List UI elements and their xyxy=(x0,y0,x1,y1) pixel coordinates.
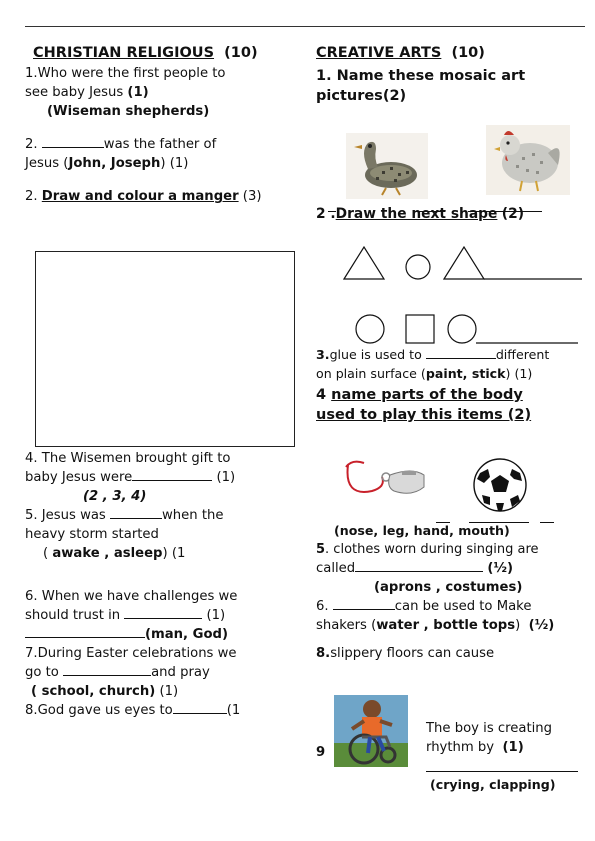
shape-pattern-row-2 xyxy=(352,313,582,347)
cre-q5-line1: 5. Jesus was when the xyxy=(25,508,224,523)
cre-q3: 2. Draw and colour a manger (3) xyxy=(25,189,262,204)
cre-q6-options-line: (man, God) xyxy=(25,625,300,644)
boy-wheelchair-image xyxy=(334,695,408,767)
ca-q2: 2 .Draw the next shape (2) xyxy=(316,206,525,222)
cre-q4-line2: baby Jesus were (1) xyxy=(25,470,236,485)
manger-drawing-box[interactable] xyxy=(35,251,295,447)
ca-q6-line1: 6. can be used to Make xyxy=(316,599,532,614)
mosaic-duck-image xyxy=(346,133,428,199)
ca-q4-line2: used to play this items (2) xyxy=(316,407,532,423)
ca-q4-line1: 4 name parts of the body xyxy=(316,387,523,403)
football-image xyxy=(472,457,528,513)
cre-q4-options: (2 , 3, 4) xyxy=(83,489,147,504)
cre-q8: 8.God gave us eyes to (1 xyxy=(25,703,241,718)
square-shape xyxy=(406,315,434,343)
ca-q3-line2: on plain surface (paint, stick) (1) xyxy=(316,366,533,381)
cre-q1-line2: see baby Jesus (1) xyxy=(25,85,149,100)
triangle-shape xyxy=(344,247,384,279)
ca-q1-line2: pictures(2) xyxy=(316,88,407,104)
ca-q6-line2: shakers (water , bottle tops) (½) xyxy=(316,618,555,633)
cre-q1-options: (Wiseman shepherds) xyxy=(47,104,210,119)
ca-q9-line1: The boy is creating xyxy=(426,721,553,736)
cre-q7-line1: 7.During Easter celebrations we xyxy=(25,646,237,661)
ca-q5-line2: called (½) xyxy=(316,561,514,576)
cre-q5-options: ( awake , asleep) (1 xyxy=(43,546,186,561)
ca-q5-options: (aprons , costumes) xyxy=(374,580,523,595)
cre-q7-line2: go to and pray xyxy=(25,665,210,680)
top-rule xyxy=(25,26,585,27)
ca-q9-answer-line xyxy=(426,757,578,772)
circle-shape xyxy=(356,315,384,343)
ca-q4-options: (nose, leg, hand, mouth) xyxy=(334,523,510,538)
cre-q2-line1: 2. was the father of xyxy=(25,137,217,152)
ca-q9-line2: rhythm by (1) xyxy=(426,740,524,755)
ca-q5-line1: 5. clothes worn during singing are xyxy=(316,542,539,557)
triangle-shape xyxy=(444,247,484,279)
cre-q2-line2: Jesus (John, Joseph) (1) xyxy=(25,156,189,171)
whistle-image xyxy=(342,457,428,507)
cre-q1-line1: 1.Who were the first people to xyxy=(25,66,226,81)
ca-q9-number: 9 xyxy=(316,745,326,760)
cre-q5-line2: heavy storm started xyxy=(25,527,159,542)
cre-q7-options: ( school, church) (1) xyxy=(31,684,179,699)
cre-q4-line1: 4. The Wisemen brought gift to xyxy=(25,451,231,466)
shape-pattern-row-1 xyxy=(342,243,584,283)
cre-heading: CHRISTIAN RELIGIOUS (10) xyxy=(33,45,258,61)
circle-shape xyxy=(406,255,430,279)
ca-q9-options: (crying, clapping) xyxy=(430,777,556,792)
ca-heading: CREATIVE ARTS (10) xyxy=(316,45,485,61)
ca-q1-line1: 1. Name these mosaic art xyxy=(316,68,526,84)
circle-shape xyxy=(448,315,476,343)
christian-religious-section xyxy=(25,43,300,718)
mosaic-hen-image xyxy=(486,125,570,195)
cre-q6-line2: should trust in (1) xyxy=(25,608,226,623)
cre-q6-line1: 6. When we have challenges we xyxy=(25,589,238,604)
creative-arts-section xyxy=(316,43,588,792)
ca-q3-line1: 3.glue is used to different xyxy=(316,347,550,362)
ca-q8: 8.slippery floors can cause xyxy=(316,646,495,661)
